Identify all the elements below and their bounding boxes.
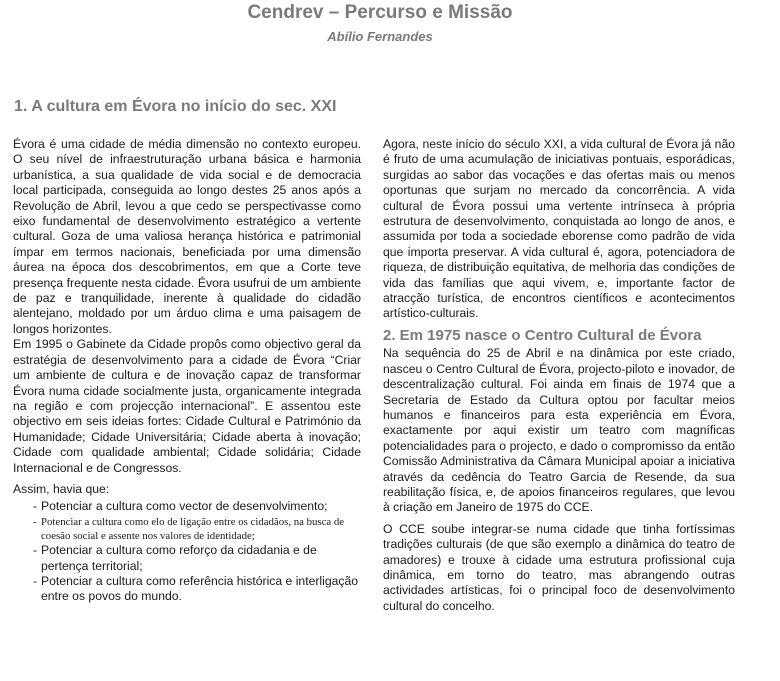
right-column [383, 137, 735, 614]
document-title: Cendrev – Percurso e Missão [247, 2, 513, 23]
paragraph-assim: Assim, havia que: [13, 481, 110, 496]
left-column [13, 137, 361, 605]
objectives-list [13, 499, 361, 604]
paragraph-seculo-xxi: Agora, neste início do século XXI, a vida cultural de Évora já não é fruto de uma acumulação de iniciativas pontuais, esporádicas, surgidas ao sabor das vocações e das ofertas mais ou menos oportunas que surjam no mercado da concorrência. A vida cultural de Évora possui uma vertente intrínseca à própria estrutura de desenvolvimento, conquistada ao longo de anos, e assumida por toda a sociedade eborense como padrão de vida que importa preservar. A vida cultural é, agora, potenciadora de riqueza, de distribuição equitativa, de melhoria das condições de vida das famílias que aqui vivem, e, importante factor de atracção turística, de encontros científicos e acontecimentos artístico-culturais. [383, 137, 735, 321]
list-item-text: Potenciar a cultura como referência histórica e interligação entre os povos do mundo. [41, 573, 359, 604]
dash-marker: - [33, 543, 38, 558]
list-item [33, 515, 361, 543]
paragraph-cce-integration: O CCE soube integrar-se numa cidade que tinha fortíssimas tradições culturais (de que são exemplo a dinâmica do teatro de amadores) e trouxe à cidade uma estrutura profissional cuja dinâmica, em torno do teatro, mas abrangendo outras actividades artísticas, foi o principal foco de desenvolvimento cultural do concelho. [383, 521, 735, 613]
paragraph-cce-origin: Na sequência do 25 de Abril e na dinâmica por este criado, nasceu o Centro Cultural de Évora, projecto-piloto e inovador, de descentralização cultural. Foi ainda em finais de 1974 que a Secretaria de Estado da Cultura optou por facultar meios humanos e financeiros para esta experiência em Évora, exactamente por aqui existir um teatro com magníficas potencialidades para o projecto, e dado o compromisso da então Comissão Administrativa da Câmara Municipal apoiar a iniciativa através da cedência do Teatro Garcia de Resende, da sua reabilitação física, e, de apoios financeiros regulares, que levou à criação em Janeiro de 1975 do CCE. [383, 346, 735, 515]
section-1-heading: 1. A cultura em Évora no início do sec. XXI [14, 98, 337, 115]
dash-marker: - [33, 515, 37, 528]
paragraph-gabinete-cidade: Em 1995 o Gabinete da Cidade propôs como objectivo geral da estratégia de desenvolvimento para a cidade de Évora “Criar um ambiente de cultura e de inovação capaz de transformar Évora numa cidade socialmente justa, organicamente integrada na região e com projecção internacional”. E assentou este objectivo em seis ideias fortes: Cidade Cultural e Património da Humanidade; Cidade Universitária; Cidade aberta à inovação; Cidade com qualidade ambiental; Cidade solidária; Cidade Internacional e de Congressos. [13, 337, 361, 475]
dash-marker: - [33, 573, 38, 588]
document-author: Abílio Fernandes [327, 29, 433, 44]
list-item [33, 574, 361, 605]
list-item-text: Potenciar a cultura como vector de desenvolvimento; [41, 499, 328, 514]
list-item [33, 543, 361, 574]
paragraph-evora-intro: Évora é uma cidade de média dimensão no contexto europeu. O seu nível de infraestruturação urbana básica e harmonia urbanística, a sua qualidade de vida social e de democracia local participada, conseguida ao longo destes 25 anos após a Revolução de Abril, levou a que cedo se perspectivasse como eixo fundamental de desenvolvimento estratégico a vertente cultural. Goza de uma valiosa herança histórica e patrimonial ímpar em termos nacionais, beneficiada por uma dimensão áurea na época dos descobrimentos, em que a Corte teve presença frequente nesta cidade. Évora usufrui de um ambiente de paz e tranquilidade, inerente à qualidade do cidadão alentejano, moldado por um árduo clima e uma paisagem de longos horizontes. [13, 137, 361, 336]
list-item-text: Potenciar a cultura como reforço da cidadania e de pertença territorial; [41, 543, 317, 573]
list-item-text: Potenciar a cultura como elo de ligação entre os cidadãos, na busca de coesão social e assente nos valores de identidade; [41, 515, 345, 542]
section-2-heading: 2. Em 1975 nasce o Centro Cultural de Évora [383, 326, 702, 344]
list-item [33, 499, 361, 514]
dash-marker: - [33, 499, 38, 514]
